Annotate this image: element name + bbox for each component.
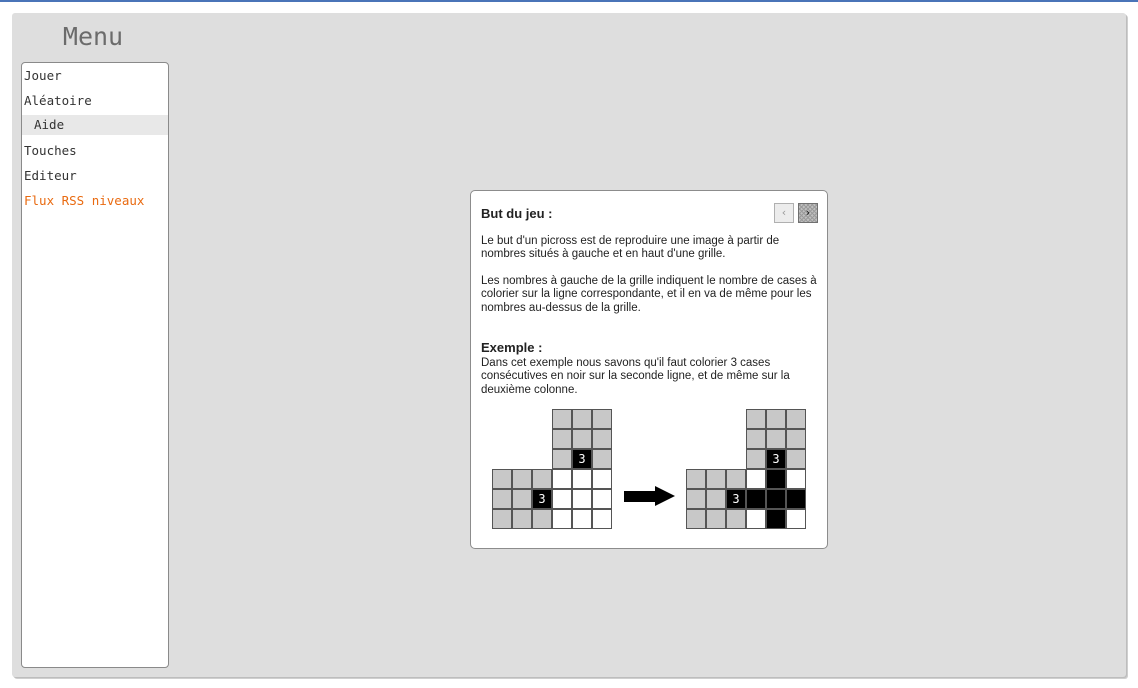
grid-cell	[686, 489, 706, 509]
menu-item-flux-rss[interactable]: Flux RSS niveaux	[24, 193, 145, 208]
grid-cell	[592, 449, 612, 469]
top-border-line	[0, 0, 1138, 2]
menu-title: Menu	[62, 22, 124, 51]
arrow-right-icon	[624, 491, 656, 502]
grid-cell	[572, 429, 592, 449]
filled-cell	[766, 489, 786, 509]
grid-cell	[746, 449, 766, 469]
grid-cell	[552, 429, 572, 449]
grid-cell	[706, 509, 726, 529]
example-text: Dans cet exemple nous savons qu'il faut colorier 3 cases consécutives en noir sur la seconde ligne, et de même sur la deuxième colonne.	[481, 357, 790, 396]
grid-cell	[786, 449, 806, 469]
filled-cell	[746, 489, 766, 509]
grid-cell	[492, 489, 512, 509]
grid-cell	[532, 509, 552, 529]
menu-item-aide[interactable]: Aide	[22, 115, 168, 135]
grid-cell	[706, 469, 726, 489]
grid-cell	[706, 489, 726, 509]
grid-cell	[592, 409, 612, 429]
example-title: Exemple :	[481, 340, 543, 355]
arrow-head-icon	[655, 486, 675, 506]
grid-cell	[552, 409, 572, 429]
grid-cell	[512, 489, 532, 509]
grid-cell	[746, 509, 766, 529]
filled-cell	[786, 489, 806, 509]
grid-cell	[746, 429, 766, 449]
grid-cell	[686, 469, 706, 489]
grid-cell	[572, 509, 592, 529]
grid-cell	[726, 509, 746, 529]
menu-item-touches[interactable]: Touches	[24, 143, 77, 158]
grid-cell	[572, 489, 592, 509]
grid-cell	[492, 469, 512, 489]
help-paragraph-1: Le but d'un picross est de reproduire une image à partir de nombres situés à gauche et en haut d'une grille.	[481, 235, 780, 261]
grid-cell	[766, 409, 786, 429]
grid-cell	[552, 489, 572, 509]
grid-cell	[552, 449, 572, 469]
filled-cell	[766, 509, 786, 529]
chevron-left-icon[interactable]: ‹	[774, 203, 794, 223]
menu-item-editeur[interactable]: Editeur	[24, 168, 77, 183]
grid-cell	[492, 509, 512, 529]
grid-cell	[686, 509, 706, 529]
menu-item-aleatoire[interactable]: Aléatoire	[24, 93, 92, 108]
menu-item-jouer[interactable]: Jouer	[24, 68, 62, 83]
grid-cell	[552, 509, 572, 529]
grid-cell	[552, 469, 572, 489]
help-dialog	[470, 190, 828, 549]
sidebar-menu	[21, 62, 169, 668]
grid-cell	[766, 429, 786, 449]
grid-cell	[786, 429, 806, 449]
grid-cell	[572, 469, 592, 489]
grid-cell	[592, 489, 612, 509]
grid-cell	[512, 509, 532, 529]
grid-cell	[532, 469, 552, 489]
grid-cell	[746, 409, 766, 429]
grid-cell	[592, 469, 612, 489]
column-clue: 3	[572, 449, 592, 469]
grid-cell	[786, 409, 806, 429]
help-paragraph-2: Les nombres à gauche de la grille indiquent le nombre de cases à colorier sur la ligne correspondante, et il en va de même pour les nombres au-dessus de la grille.	[481, 275, 817, 314]
dialog-title: But du jeu :	[481, 206, 553, 221]
row-clue: 3	[532, 489, 552, 509]
grid-cell	[746, 469, 766, 489]
grid-cell	[786, 509, 806, 529]
column-clue: 3	[766, 449, 786, 469]
grid-cell	[512, 469, 532, 489]
grid-cell	[592, 509, 612, 529]
chevron-right-icon[interactable]: ›	[798, 203, 818, 223]
grid-cell	[572, 409, 592, 429]
row-clue: 3	[726, 489, 746, 509]
grid-cell	[786, 469, 806, 489]
grid-cell	[592, 429, 612, 449]
grid-cell	[726, 469, 746, 489]
filled-cell	[766, 469, 786, 489]
